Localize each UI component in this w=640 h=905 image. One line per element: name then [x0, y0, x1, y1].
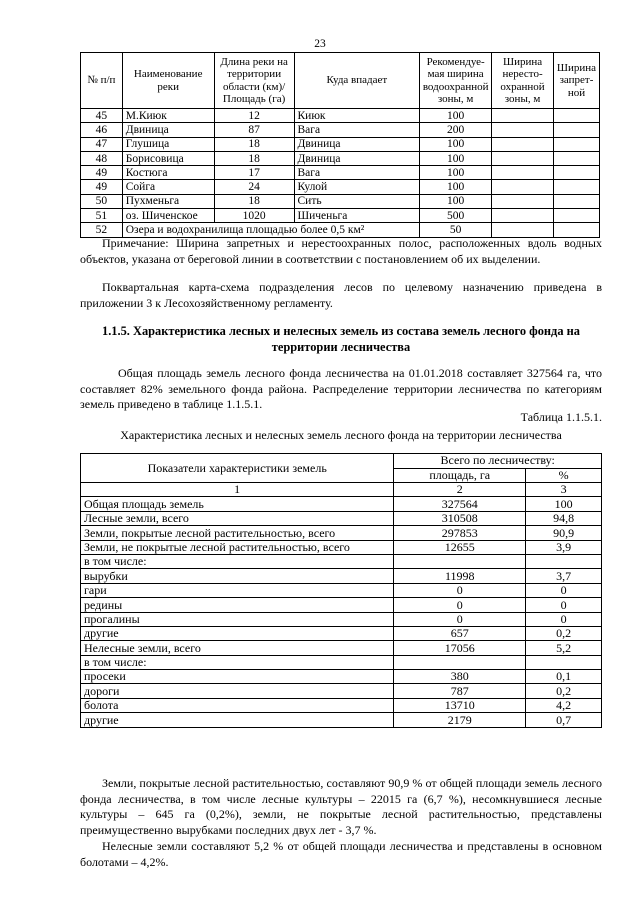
lands-area-cell [394, 655, 526, 669]
rivers-cell: оз. Шиченское [122, 209, 214, 223]
rivers-row [81, 109, 600, 123]
lands-percent-cell: 3,7 [526, 569, 602, 583]
rivers-cell: Сить [294, 194, 420, 208]
page-number: 23 [314, 38, 326, 50]
rivers-cell: 100 [420, 151, 492, 165]
rivers-cell: 18 [214, 194, 294, 208]
rivers-cell [553, 166, 599, 180]
rivers-cell: 18 [214, 137, 294, 151]
lands-percent-cell: 5,2 [526, 641, 602, 655]
lands-label-cell: прогалины [81, 612, 394, 626]
lands-row [81, 641, 602, 655]
lands-percent-cell: 0 [526, 598, 602, 612]
lands-row [81, 670, 602, 684]
rivers-cell: Двиница [122, 123, 214, 137]
column-number: 2 [394, 483, 526, 497]
rivers-cell: 18 [214, 151, 294, 165]
lands-label-cell: просеки [81, 670, 394, 684]
closing-paragraph-2: Нелесные земли составляют 5,2 % от общей площади лесничества и представлены в основном болотами – 4,2%. [80, 839, 602, 869]
note-paragraph: Примечание: Ширина запретных и нерестоохранных полос, расположенных вдоль водных объектов, указана от береговой линии в соответствии с постановлением об их выделении. [80, 236, 602, 266]
lands-percent-cell: 0 [526, 612, 602, 626]
lands-label-cell: Земли, не покрытые лесной растительностью, всего [81, 540, 394, 554]
lands-percent-cell [526, 655, 602, 669]
lands-row [81, 713, 602, 727]
rivers-cell: 51 [81, 209, 123, 223]
lands-area-cell: 297853 [394, 526, 526, 540]
lands-area-cell [394, 554, 526, 568]
lands-label-cell: редины [81, 598, 394, 612]
rivers-cell [492, 151, 554, 165]
rivers-cell: 52 [81, 223, 123, 237]
rivers-cell: 200 [420, 123, 492, 137]
rivers-cell [553, 151, 599, 165]
lands-percent-cell: 0,1 [526, 670, 602, 684]
rivers-row [81, 166, 600, 180]
rivers-cell: Борисовица [122, 151, 214, 165]
lands-label-cell: в том числе: [81, 554, 394, 568]
column-number: 3 [526, 483, 602, 497]
lands-row [81, 583, 602, 597]
rivers-cell: Двиница [294, 137, 420, 151]
lands-label-cell: Общая площадь земель [81, 497, 394, 511]
lands-area-cell: 17056 [394, 641, 526, 655]
header-percent: % [526, 468, 602, 483]
lands-area-cell: 0 [394, 598, 526, 612]
rivers-cell: 100 [420, 109, 492, 123]
rivers-header-cell: Куда впадает [294, 53, 420, 109]
lands-label-cell: вырубки [81, 569, 394, 583]
rivers-cell [492, 209, 554, 223]
rivers-cell: 24 [214, 180, 294, 194]
intro-paragraph: Общая площадь земель лесного фонда лесничества на 01.01.2018 составляет 327564 га, что составляет 82% земельного фонда района. Распределение территории лесничества по категориям земель приведено в таблице 1.1.5.1. [80, 366, 602, 412]
rivers-cell: 50 [81, 194, 123, 208]
lands-label-cell: гари [81, 583, 394, 597]
rivers-cell: 46 [81, 123, 123, 137]
closing-paragraph-1: Земли, покрытые лесной растительностью, составляют 90,9 % от общей площади земель лесного фонда лесничества, в том числе лесные культуры – 22015 га (6,7 %), несомкнувшиеся лесные культуры – 645 га (0,2%), земли, не покрытые лесной растительностью, представлены преимущественно вырубками последних двух лет - 3,7 %. [80, 776, 602, 837]
rivers-table [80, 52, 600, 238]
rivers-cell: Озера и водохранилища площадью более 0,5 км² [122, 223, 419, 237]
lands-area-cell: 0 [394, 612, 526, 626]
lands-row [81, 626, 602, 640]
lands-percent-cell: 90,9 [526, 526, 602, 540]
lands-label-cell: Нелесные земли, всего [81, 641, 394, 655]
rivers-cell [553, 123, 599, 137]
rivers-header-row [81, 53, 600, 109]
rivers-cell: 47 [81, 137, 123, 151]
rivers-header-cell: Наименование реки [122, 53, 214, 109]
lands-area-cell: 11998 [394, 569, 526, 583]
rivers-cell: 100 [420, 180, 492, 194]
rivers-cell: М.Киюк [122, 109, 214, 123]
rivers-cell: 45 [81, 109, 123, 123]
lands-area-cell: 310508 [394, 511, 526, 525]
rivers-cell: 12 [214, 109, 294, 123]
rivers-cell [553, 137, 599, 151]
lands-percent-cell: 0,2 [526, 626, 602, 640]
rivers-cell: 1020 [214, 209, 294, 223]
rivers-row [81, 209, 600, 223]
rivers-cell [492, 137, 554, 151]
rivers-cell: 49 [81, 180, 123, 194]
lands-row [81, 511, 602, 525]
lands-area-cell: 327564 [394, 497, 526, 511]
lands-label-cell: болота [81, 698, 394, 712]
rivers-cell: Двиница [294, 151, 420, 165]
lands-row [81, 612, 602, 626]
rivers-cell: Шиченьга [294, 209, 420, 223]
lands-percent-cell: 0,7 [526, 713, 602, 727]
map-paragraph: Поквартальная карта-схема подразделения лесов по целевому назначению приведена в приложении 3 к Лесохозяйственному регламенту. [80, 280, 602, 310]
rivers-cell [492, 180, 554, 194]
rivers-row [81, 123, 600, 137]
lands-table [80, 453, 602, 728]
lands-area-cell: 0 [394, 583, 526, 597]
rivers-cell: Вага [294, 123, 420, 137]
rivers-cell: 100 [420, 194, 492, 208]
column-number: 1 [81, 483, 394, 497]
lands-percent-cell: 4,2 [526, 698, 602, 712]
lands-row [81, 540, 602, 554]
lands-area-cell: 380 [394, 670, 526, 684]
lands-label-cell: дороги [81, 684, 394, 698]
rivers-cell [492, 109, 554, 123]
rivers-header-cell: № п/п [81, 53, 123, 109]
rivers-header-cell: Ширина нересто-охранной зоны, м [492, 53, 554, 109]
lands-area-cell: 12655 [394, 540, 526, 554]
lands-colnum-row [81, 483, 602, 497]
rivers-cell: Пухменьга [122, 194, 214, 208]
lands-percent-cell: 94,8 [526, 511, 602, 525]
rivers-row [81, 137, 600, 151]
rivers-cell [553, 194, 599, 208]
lands-label-cell: другие [81, 626, 394, 640]
rivers-cell: 500 [420, 209, 492, 223]
lands-row [81, 684, 602, 698]
lands-row [81, 497, 602, 511]
rivers-header-cell: Рекомендуе-мая ширина водоохранной зоны, м [420, 53, 492, 109]
rivers-header-cell: Длина реки на территории области (км)/ Площадь (га) [214, 53, 294, 109]
rivers-cell [553, 109, 599, 123]
lands-row [81, 526, 602, 540]
header-total: Всего по лесничеству: [394, 454, 602, 469]
rivers-cell [492, 166, 554, 180]
rivers-cell: Кулой [294, 180, 420, 194]
lands-row [81, 698, 602, 712]
lands-label-cell: Земли, покрытые лесной растительностью, всего [81, 526, 394, 540]
lands-area-cell: 13710 [394, 698, 526, 712]
section-heading: 1.1.5. Характеристика лесных и нелесных земель из состава земель лесного фонда на территории лесничества [102, 324, 580, 354]
rivers-row [81, 151, 600, 165]
lands-row [81, 598, 602, 612]
lands-row [81, 554, 602, 568]
lands-row [81, 655, 602, 669]
rivers-cell: 100 [420, 137, 492, 151]
lands-area-cell: 787 [394, 684, 526, 698]
rivers-cell: 17 [214, 166, 294, 180]
lands-label-cell: другие [81, 713, 394, 727]
lands-percent-cell: 3,9 [526, 540, 602, 554]
rivers-cell: Вага [294, 166, 420, 180]
rivers-cell: 50 [420, 223, 492, 237]
rivers-row [81, 180, 600, 194]
lands-header-row [81, 454, 602, 469]
rivers-cell: 87 [214, 123, 294, 137]
header-area: площадь, га [394, 468, 526, 483]
lands-label-cell: в том числе: [81, 655, 394, 669]
lands-area-cell: 2179 [394, 713, 526, 727]
rivers-header-cell: Ширина запрет-ной [553, 53, 599, 109]
lands-percent-cell: 100 [526, 497, 602, 511]
table-title: Характеристика лесных и нелесных земель лесного фонда на территории лесничества [120, 428, 562, 442]
rivers-cell: Глушица [122, 137, 214, 151]
rivers-cell [492, 123, 554, 137]
rivers-cell: Сойга [122, 180, 214, 194]
table-label: Таблица 1.1.5.1. [520, 410, 602, 424]
rivers-cell: Костюга [122, 166, 214, 180]
rivers-cell [553, 180, 599, 194]
rivers-cell: 48 [81, 151, 123, 165]
header-indicator: Показатели характеристики земель [81, 454, 394, 483]
lands-percent-cell: 0 [526, 583, 602, 597]
rivers-row [81, 194, 600, 208]
rivers-cell: 49 [81, 166, 123, 180]
lands-percent-cell: 0,2 [526, 684, 602, 698]
rivers-cell [553, 209, 599, 223]
lands-area-cell: 657 [394, 626, 526, 640]
lands-percent-cell [526, 554, 602, 568]
rivers-cell [492, 194, 554, 208]
lands-row [81, 569, 602, 583]
lands-label-cell: Лесные земли, всего [81, 511, 394, 525]
rivers-cell: Киюк [294, 109, 420, 123]
rivers-cell: 100 [420, 166, 492, 180]
